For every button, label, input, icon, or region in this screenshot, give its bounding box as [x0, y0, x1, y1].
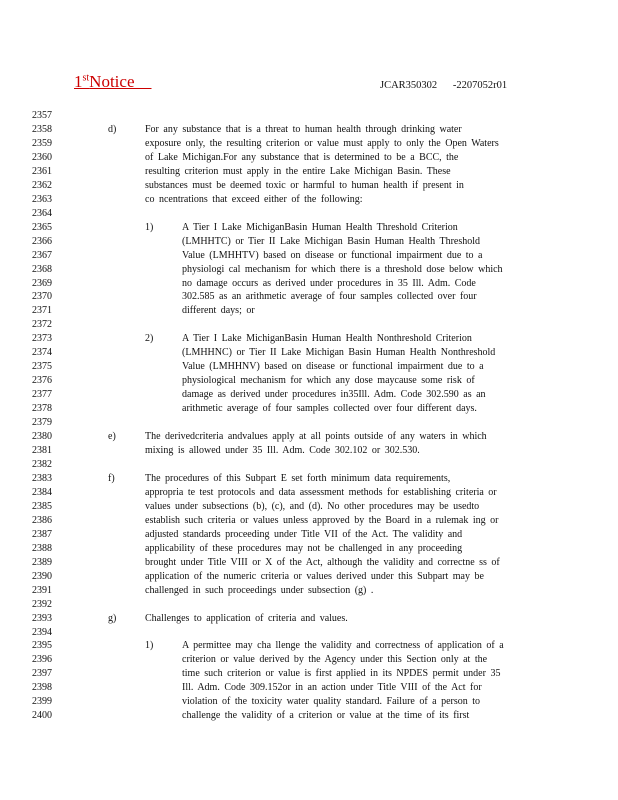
line-number: 2383 — [32, 472, 52, 484]
paragraph-label: 1) — [145, 221, 154, 233]
line-number: 2379 — [32, 417, 52, 429]
line-number: 2369 — [32, 277, 52, 289]
paragraph-text-line: 302.585 as an arithmetic average of four samples collected over four — [182, 291, 477, 303]
paragraph-text-line: Ill. Adm. Code 309.152or in an action under Title VIII of the Act for — [182, 682, 482, 694]
paragraph-text-line: adjusted standards proceeding under Title VII of the Act. The validity and — [145, 528, 463, 540]
line-number: 2373 — [32, 333, 52, 345]
paragraph-text-line: exposure only, the resulting criterion or value must apply to only the Open Waters — [145, 137, 499, 149]
paragraph-label: f) — [108, 472, 115, 484]
line-number: 2363 — [32, 193, 52, 205]
paragraph-text-line: challenged in such proceedings under subsection (g) . — [145, 584, 374, 596]
paragraph-text-line: resulting criterion must apply in the entire Lake Michigan Basin. These — [145, 165, 451, 177]
line-number: 2399 — [32, 696, 52, 708]
paragraph-text-line: co ncentrations that exceed either of the following: — [145, 193, 363, 205]
line-number: 2389 — [32, 556, 52, 568]
line-number: 2377 — [32, 389, 52, 401]
paragraph-text-line: violation of the toxicity water quality standard. Failure of a person to — [182, 696, 481, 708]
paragraph-text-line: arithmetic average of four samples collected over four different days. — [182, 403, 477, 415]
line-number: 2390 — [32, 570, 52, 582]
line-number: 2385 — [32, 500, 52, 512]
line-number: 2395 — [32, 640, 52, 652]
line-number: 2393 — [32, 612, 52, 624]
paragraph-text-line: A Tier I Lake MichiganBasin Human Health Nonthreshold Criterion — [182, 333, 472, 345]
line-number: 2362 — [32, 179, 52, 191]
paragraph-text-line: substances must be deemed toxic or harmful to human health if present in — [145, 179, 464, 191]
paragraph-label: e) — [108, 431, 116, 443]
paragraph-text-line: no damage occurs as derived under procedures in 35 Ill. Adm. Code — [182, 277, 476, 289]
paragraph-text-line: (LMHHTC) or Tier II Lake Michigan Basin Human Health Threshold — [182, 235, 481, 247]
paragraph-text-line: values under subsections (b), (c), and (d). No other procedures may be usedto — [145, 500, 480, 512]
document-code: JCAR350302 -2207052r01 — [380, 80, 508, 91]
paragraph-text-line: The derivedcriteria andvalues apply at all points outside of any waters in which — [145, 431, 487, 443]
line-number: 2367 — [32, 249, 52, 261]
paragraph-text-line: A Tier I Lake MichiganBasin Human Health Threshold Criterion — [182, 221, 458, 233]
line-number: 2376 — [32, 375, 52, 387]
line-number: 2400 — [32, 710, 52, 722]
paragraph-text-line: Value (LMHHTV) based on disease or functional impairment due to a — [182, 249, 483, 261]
line-number: 2365 — [32, 221, 52, 233]
paragraph-text-line: physiological mechanism for which any dose maycause some risk of — [182, 375, 475, 387]
line-number: 2360 — [32, 151, 52, 163]
line-number: 2396 — [32, 654, 52, 666]
line-number: 2388 — [32, 542, 52, 554]
line-number: 2392 — [32, 598, 52, 610]
line-number: 2386 — [32, 514, 52, 526]
paragraph-text-line: brought under Title VIII or X of the Act, although the validity and correctne ss of — [145, 556, 500, 568]
notice-number: 1 — [74, 72, 83, 91]
paragraph-text-line: criterion or value derived by the Agency under this Section only at the — [182, 654, 488, 666]
notice-superscript: st — [82, 72, 90, 84]
paragraph-text-line: of Lake Michigan.For any substance that is determined to be a BCC, the — [145, 151, 459, 163]
line-number: 2364 — [32, 207, 52, 219]
line-number: 2382 — [32, 459, 52, 470]
line-number: 2384 — [32, 486, 52, 498]
line-number: 2394 — [32, 626, 52, 638]
paragraph-text-line: The procedures of this Subpart E set forth minimum data requirements, — [145, 472, 451, 484]
paragraph-text-line: damage as derived under procedures in35Ill. Adm. Code 302.590 as an — [182, 389, 486, 401]
line-number: 2366 — [32, 235, 52, 247]
paragraph-text-line: physiologi cal mechanism for which there is a threshold dose below which — [182, 263, 503, 275]
line-number: 2378 — [32, 403, 52, 415]
paragraph-text-line: Value (LMHHNV) based on disease or functional impairment due to a — [182, 361, 484, 373]
line-number: 2361 — [32, 165, 52, 177]
line-number: 2359 — [32, 137, 52, 149]
paragraph-label: g) — [108, 612, 117, 624]
paragraph-label: 2) — [145, 333, 154, 345]
line-number: 2398 — [32, 682, 52, 694]
line-number: 2358 — [32, 123, 52, 135]
line-number: 2371 — [32, 305, 52, 317]
line-number: 2397 — [32, 668, 52, 680]
line-number: 2370 — [32, 291, 52, 303]
paragraph-label: 1) — [145, 640, 154, 652]
paragraph-text-line: For any substance that is a threat to human health through drinking water — [145, 123, 462, 135]
paragraph-text-line: A permittee may cha llenge the validity and correctness of application of a — [182, 640, 504, 652]
paragraph-label: d) — [108, 123, 117, 135]
paragraph-text-line: different days; or — [182, 305, 255, 317]
line-number: 2380 — [32, 431, 52, 443]
paragraph-text-line: applicability of these procedures may not be challenged in any proceeding — [145, 542, 463, 554]
notice-heading — [74, 72, 152, 92]
line-number: 2387 — [32, 528, 52, 540]
paragraph-text-line: application of the numeric criteria or values derived under this Subpart may be — [145, 570, 484, 582]
line-number: 2374 — [32, 347, 52, 359]
line-number: 2357 — [32, 110, 52, 121]
paragraph-text-line: challenge the validity of a criterion or value at the time of its first — [182, 710, 470, 722]
line-number: 2375 — [32, 361, 52, 373]
paragraph-text-line: establish such criteria or values unless approved by the Board in a rulemak ing or — [145, 514, 499, 526]
line-number: 2368 — [32, 263, 52, 275]
paragraph-text-line: time such criterion or value is first applied in its NPDES permit under 35 — [182, 668, 501, 680]
paragraph-text-line: Challenges to application of criteria and values. — [145, 612, 348, 624]
paragraph-text-line: appropria te test protocols and data assessment methods for establishing criteria or — [145, 486, 497, 498]
paragraph-text-line: mixing is allowed under 35 Ill. Adm. Code 302.102 or 302.530. — [145, 445, 420, 457]
notice-word: Notice — [89, 72, 135, 91]
line-number: 2381 — [32, 445, 52, 457]
paragraph-text-line: (LMHHNC) or Tier II Lake Michigan Basin Human Health Nonthreshold — [182, 347, 496, 359]
line-number: 2391 — [32, 584, 52, 596]
line-number: 2372 — [32, 319, 52, 331]
